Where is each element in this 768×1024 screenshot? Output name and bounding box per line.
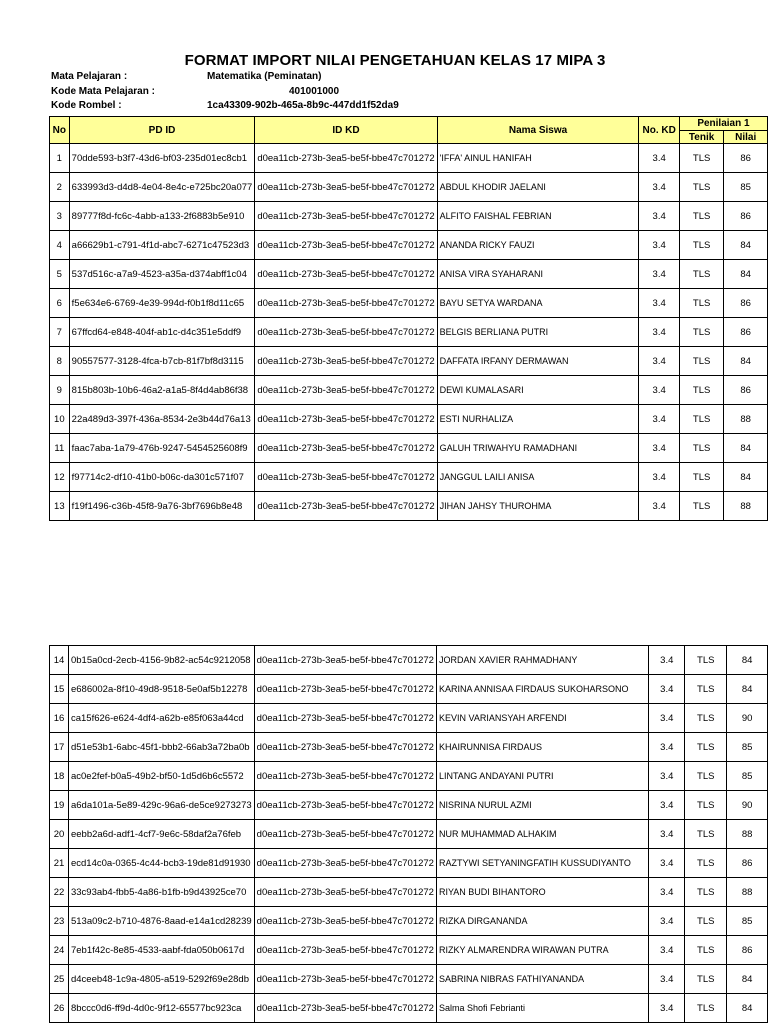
kode-rombel-label: Kode Rombel : bbox=[51, 100, 122, 111]
table-row bbox=[50, 202, 768, 231]
table-row bbox=[50, 347, 768, 376]
row-teknik: TLS bbox=[685, 733, 727, 762]
row-id-kd: d0ea11cb-273b-3ea5-be5f-bbe47c701272 bbox=[254, 965, 436, 994]
table-row bbox=[50, 675, 768, 704]
row-pd-id: 22a489d3-397f-436a-8534-2e3b44d76a13 bbox=[69, 405, 255, 434]
row-id-kd: d0ea11cb-273b-3ea5-be5f-bbe47c701272 bbox=[255, 173, 437, 202]
header-penilaian: Penilaian 1 bbox=[679, 117, 767, 131]
row-id-kd: d0ea11cb-273b-3ea5-be5f-bbe47c701272 bbox=[255, 347, 437, 376]
row-teknik: TLS bbox=[685, 994, 727, 1023]
row-no-kd: 3.4 bbox=[639, 289, 679, 318]
row-id-kd: d0ea11cb-273b-3ea5-be5f-bbe47c701272 bbox=[254, 733, 436, 762]
row-no-kd: 3.4 bbox=[639, 231, 679, 260]
row-nilai: 84 bbox=[727, 965, 768, 994]
mapel-value: Matematika (Peminatan) bbox=[207, 71, 322, 82]
kode-mapel-label: Kode Mata Pelajaran : bbox=[51, 86, 155, 97]
row-no: 6 bbox=[50, 289, 70, 318]
row-no: 24 bbox=[50, 936, 69, 965]
row-no-kd: 3.4 bbox=[649, 936, 685, 965]
row-nilai: 84 bbox=[724, 463, 768, 492]
row-nilai: 84 bbox=[724, 434, 768, 463]
mapel-label: Mata Pelajaran : bbox=[51, 71, 128, 82]
row-id-kd: d0ea11cb-273b-3ea5-be5f-bbe47c701272 bbox=[254, 907, 436, 936]
row-no: 1 bbox=[50, 144, 70, 173]
row-pd-id: f97714c2-df10-41b0-b06c-da301c571f07 bbox=[69, 463, 255, 492]
row-teknik: TLS bbox=[685, 704, 727, 733]
grades-table-top bbox=[49, 116, 768, 521]
row-teknik: TLS bbox=[685, 907, 727, 936]
header-nama-siswa: Nama Siswa bbox=[437, 117, 639, 144]
row-no: 25 bbox=[50, 965, 69, 994]
row-no: 7 bbox=[50, 318, 70, 347]
row-teknik: TLS bbox=[685, 791, 727, 820]
table-row bbox=[50, 318, 768, 347]
row-nilai: 84 bbox=[724, 260, 768, 289]
row-teknik: TLS bbox=[679, 144, 723, 173]
row-nama-siswa: RIZKY ALMARENDRA WIRAWAN PUTRA bbox=[436, 936, 648, 965]
row-id-kd: d0ea11cb-273b-3ea5-be5f-bbe47c701272 bbox=[254, 791, 436, 820]
row-no: 5 bbox=[50, 260, 70, 289]
header-nilai: Nilai bbox=[724, 131, 768, 144]
row-no: 17 bbox=[50, 733, 69, 762]
row-no-kd: 3.4 bbox=[639, 434, 679, 463]
row-nilai: 86 bbox=[724, 289, 768, 318]
row-id-kd: d0ea11cb-273b-3ea5-be5f-bbe47c701272 bbox=[255, 231, 437, 260]
row-teknik: TLS bbox=[685, 762, 727, 791]
row-nama-siswa: BAYU SETYA WARDANA bbox=[437, 289, 639, 318]
row-no-kd: 3.4 bbox=[649, 994, 685, 1023]
table-row bbox=[50, 492, 768, 521]
row-no-kd: 3.4 bbox=[649, 849, 685, 878]
row-teknik: TLS bbox=[685, 965, 727, 994]
row-no-kd: 3.4 bbox=[649, 907, 685, 936]
row-no-kd: 3.4 bbox=[649, 820, 685, 849]
table-row bbox=[50, 849, 768, 878]
row-nilai: 84 bbox=[724, 347, 768, 376]
row-teknik: TLS bbox=[685, 878, 727, 907]
row-pd-id: 815b803b-10b6-46a2-a1a5-8f4d4ab86f38 bbox=[69, 376, 255, 405]
row-nama-siswa: ANANDA RICKY FAUZI bbox=[437, 231, 639, 260]
table-row bbox=[50, 289, 768, 318]
row-teknik: TLS bbox=[679, 318, 723, 347]
row-nama-siswa: RAZTYWI SETYANINGFATIH KUSSUDIYANTO bbox=[436, 849, 648, 878]
row-id-kd: d0ea11cb-273b-3ea5-be5f-bbe47c701272 bbox=[255, 434, 437, 463]
row-no-kd: 3.4 bbox=[649, 646, 685, 675]
row-nilai: 85 bbox=[727, 733, 768, 762]
row-nilai: 86 bbox=[727, 936, 768, 965]
row-teknik: TLS bbox=[679, 173, 723, 202]
row-no: 22 bbox=[50, 878, 69, 907]
row-id-kd: d0ea11cb-273b-3ea5-be5f-bbe47c701272 bbox=[254, 878, 436, 907]
row-no-kd: 3.4 bbox=[649, 704, 685, 733]
row-nama-siswa: JANGGUL LAILI ANISA bbox=[437, 463, 639, 492]
row-pd-id: 0b15a0cd-2ecb-4156-9b82-ac54c9212058 bbox=[68, 646, 254, 675]
row-nilai: 85 bbox=[724, 173, 768, 202]
row-pd-id: a6da101a-5e89-429c-96a6-de5ce9273273 bbox=[68, 791, 254, 820]
row-no: 23 bbox=[50, 907, 69, 936]
row-teknik: TLS bbox=[685, 646, 727, 675]
row-nama-siswa: GALUH TRIWAHYU RAMADHANI bbox=[437, 434, 639, 463]
row-no-kd: 3.4 bbox=[639, 492, 679, 521]
row-teknik: TLS bbox=[679, 463, 723, 492]
row-id-kd: d0ea11cb-273b-3ea5-be5f-bbe47c701272 bbox=[255, 144, 437, 173]
row-no-kd: 3.4 bbox=[649, 733, 685, 762]
row-id-kd: d0ea11cb-273b-3ea5-be5f-bbe47c701272 bbox=[255, 463, 437, 492]
row-no-kd: 3.4 bbox=[649, 791, 685, 820]
row-nilai: 84 bbox=[727, 675, 768, 704]
row-nilai: 90 bbox=[727, 704, 768, 733]
table-row bbox=[50, 463, 768, 492]
table-row bbox=[50, 434, 768, 463]
table-row bbox=[50, 144, 768, 173]
page-title: FORMAT IMPORT NILAI PENGETAHUAN KELAS 17 MIPA 3 bbox=[184, 52, 606, 69]
row-nilai: 88 bbox=[724, 492, 768, 521]
table-row bbox=[50, 231, 768, 260]
row-nilai: 85 bbox=[727, 762, 768, 791]
row-teknik: TLS bbox=[679, 202, 723, 231]
row-no: 18 bbox=[50, 762, 69, 791]
row-nilai: 86 bbox=[724, 202, 768, 231]
header-teknik: Tenik bbox=[679, 131, 723, 144]
row-nilai: 90 bbox=[727, 791, 768, 820]
row-pd-id: ac0e2fef-b0a5-49b2-bf50-1d5d6b6c5572 bbox=[68, 762, 254, 791]
table-row bbox=[50, 936, 768, 965]
row-nama-siswa: ANISA VIRA SYAHARANI bbox=[437, 260, 639, 289]
row-id-kd: d0ea11cb-273b-3ea5-be5f-bbe47c701272 bbox=[254, 762, 436, 791]
row-no: 13 bbox=[50, 492, 70, 521]
row-no-kd: 3.4 bbox=[639, 144, 679, 173]
table-row bbox=[50, 376, 768, 405]
row-pd-id: eebb2a6d-adf1-4cf7-9e6c-58daf2a76feb bbox=[68, 820, 254, 849]
row-no: 4 bbox=[50, 231, 70, 260]
row-no-kd: 3.4 bbox=[639, 202, 679, 231]
row-pd-id: 633993d3-d4d8-4e04-8e4c-e725bc20a077 bbox=[69, 173, 255, 202]
row-id-kd: d0ea11cb-273b-3ea5-be5f-bbe47c701272 bbox=[255, 492, 437, 521]
row-id-kd: d0ea11cb-273b-3ea5-be5f-bbe47c701272 bbox=[255, 405, 437, 434]
row-nama-siswa: SABRINA NIBRAS FATHIYANANDA bbox=[436, 965, 648, 994]
row-no-kd: 3.4 bbox=[639, 260, 679, 289]
row-id-kd: d0ea11cb-273b-3ea5-be5f-bbe47c701272 bbox=[254, 994, 436, 1023]
row-no-kd: 3.4 bbox=[649, 762, 685, 791]
row-nama-siswa: DAFFATA IRFANY DERMAWAN bbox=[437, 347, 639, 376]
row-nama-siswa: ESTI NURHALIZA bbox=[437, 405, 639, 434]
row-pd-id: 90557577-3128-4fca-b7cb-81f7bf8d3115 bbox=[69, 347, 255, 376]
header-id-kd: ID KD bbox=[255, 117, 437, 144]
row-nama-siswa: LINTANG ANDAYANI PUTRI bbox=[436, 762, 648, 791]
header-no-kd: No. KD bbox=[639, 117, 679, 144]
row-nilai: 88 bbox=[724, 405, 768, 434]
row-pd-id: 70dde593-b3f7-43d6-bf03-235d01ec8cb1 bbox=[69, 144, 255, 173]
row-nama-siswa: RIYAN BUDI BIHANTORO bbox=[436, 878, 648, 907]
row-teknik: TLS bbox=[685, 936, 727, 965]
row-teknik: TLS bbox=[679, 405, 723, 434]
table-row bbox=[50, 820, 768, 849]
row-teknik: TLS bbox=[685, 820, 727, 849]
row-nama-siswa: 'IFFA' AINUL HANIFAH bbox=[437, 144, 639, 173]
table-row bbox=[50, 733, 768, 762]
row-nilai: 84 bbox=[727, 994, 768, 1023]
row-nama-siswa: ALFITO FAISHAL FEBRIAN bbox=[437, 202, 639, 231]
row-id-kd: d0ea11cb-273b-3ea5-be5f-bbe47c701272 bbox=[255, 376, 437, 405]
row-pd-id: 537d516c-a7a9-4523-a35a-d374abff1c04 bbox=[69, 260, 255, 289]
row-pd-id: ca15f626-e624-4df4-a62b-e85f063a44cd bbox=[68, 704, 254, 733]
row-nilai: 86 bbox=[727, 849, 768, 878]
row-no: 26 bbox=[50, 994, 69, 1023]
table-row bbox=[50, 878, 768, 907]
table-row bbox=[50, 704, 768, 733]
table-row bbox=[50, 260, 768, 289]
row-teknik: TLS bbox=[679, 231, 723, 260]
row-no-kd: 3.4 bbox=[639, 318, 679, 347]
row-nama-siswa: ABDUL KHODIR JAELANI bbox=[437, 173, 639, 202]
kode-mapel-value: 401001000 bbox=[289, 86, 340, 97]
row-no-kd: 3.4 bbox=[639, 376, 679, 405]
row-no: 8 bbox=[50, 347, 70, 376]
row-nama-siswa: RIZKA DIRGANANDA bbox=[436, 907, 648, 936]
row-pd-id: ecd14c0a-0365-4c44-bcb3-19de81d91930 bbox=[68, 849, 254, 878]
row-pd-id: f5e634e6-6769-4e39-994d-f0b1f8d11c65 bbox=[69, 289, 255, 318]
row-no-kd: 3.4 bbox=[639, 347, 679, 376]
row-nama-siswa: KHAIRUNNISA FIRDAUS bbox=[436, 733, 648, 762]
row-nilai: 88 bbox=[727, 820, 768, 849]
row-pd-id: d51e53b1-6abc-45f1-bbb2-66ab3a72ba0b bbox=[68, 733, 254, 762]
row-pd-id: 7eb1f42c-8e85-4533-aabf-fda050b0617d bbox=[68, 936, 254, 965]
row-teknik: TLS bbox=[679, 376, 723, 405]
row-nama-siswa: KARINA ANNISAA FIRDAUS SUKOHARSONO bbox=[436, 675, 648, 704]
table-row bbox=[50, 405, 768, 434]
table-row bbox=[50, 646, 768, 675]
row-id-kd: d0ea11cb-273b-3ea5-be5f-bbe47c701272 bbox=[254, 820, 436, 849]
table-row bbox=[50, 762, 768, 791]
row-teknik: TLS bbox=[685, 849, 727, 878]
row-teknik: TLS bbox=[679, 347, 723, 376]
row-pd-id: 513a09c2-b710-4876-8aad-e14a1cd28239 bbox=[68, 907, 254, 936]
row-nama-siswa: NUR MUHAMMAD ALHAKIM bbox=[436, 820, 648, 849]
row-pd-id: d4ceeb48-1c9a-4805-a519-5292f69e28db bbox=[68, 965, 254, 994]
row-no: 19 bbox=[50, 791, 69, 820]
row-pd-id: 67ffcd64-e848-404f-ab1c-d4c351e5ddf9 bbox=[69, 318, 255, 347]
row-nama-siswa: JORDAN XAVIER RAHMADHANY bbox=[436, 646, 648, 675]
row-no: 10 bbox=[50, 405, 70, 434]
table-row bbox=[50, 173, 768, 202]
row-id-kd: d0ea11cb-273b-3ea5-be5f-bbe47c701272 bbox=[254, 936, 436, 965]
row-id-kd: d0ea11cb-273b-3ea5-be5f-bbe47c701272 bbox=[255, 289, 437, 318]
row-nilai: 86 bbox=[724, 376, 768, 405]
row-no-kd: 3.4 bbox=[649, 675, 685, 704]
row-nama-siswa: KEVIN VARIANSYAH ARFENDI bbox=[436, 704, 648, 733]
row-nilai: 86 bbox=[724, 144, 768, 173]
row-nilai: 84 bbox=[724, 231, 768, 260]
row-nilai: 88 bbox=[727, 878, 768, 907]
row-pd-id: 8bccc0d6-ff9d-4d0c-9f12-65577bc923ca bbox=[68, 994, 254, 1023]
row-id-kd: d0ea11cb-273b-3ea5-be5f-bbe47c701272 bbox=[254, 849, 436, 878]
row-id-kd: d0ea11cb-273b-3ea5-be5f-bbe47c701272 bbox=[255, 318, 437, 347]
row-nilai: 86 bbox=[724, 318, 768, 347]
row-teknik: TLS bbox=[679, 260, 723, 289]
row-id-kd: d0ea11cb-273b-3ea5-be5f-bbe47c701272 bbox=[255, 202, 437, 231]
row-no-kd: 3.4 bbox=[639, 463, 679, 492]
row-id-kd: d0ea11cb-273b-3ea5-be5f-bbe47c701272 bbox=[254, 675, 436, 704]
row-teknik: TLS bbox=[685, 675, 727, 704]
row-nama-siswa: NISRINA NURUL AZMI bbox=[436, 791, 648, 820]
row-pd-id: 89777f8d-fc6c-4abb-a133-2f6883b5e910 bbox=[69, 202, 255, 231]
row-id-kd: d0ea11cb-273b-3ea5-be5f-bbe47c701272 bbox=[254, 646, 436, 675]
row-no: 21 bbox=[50, 849, 69, 878]
grades-table-bottom bbox=[49, 645, 768, 1023]
row-pd-id: faac7aba-1a79-476b-9247-5454525608f9 bbox=[69, 434, 255, 463]
row-nama-siswa: DEWI KUMALASARI bbox=[437, 376, 639, 405]
row-teknik: TLS bbox=[679, 492, 723, 521]
row-no: 2 bbox=[50, 173, 70, 202]
row-no-kd: 3.4 bbox=[649, 878, 685, 907]
row-no: 15 bbox=[50, 675, 69, 704]
row-teknik: TLS bbox=[679, 434, 723, 463]
header-no: No bbox=[50, 117, 70, 144]
table-row bbox=[50, 791, 768, 820]
table-row bbox=[50, 994, 768, 1023]
header-pd-id: PD ID bbox=[69, 117, 255, 144]
row-pd-id: f19f1496-c36b-45f8-9a76-3bf7696b8e48 bbox=[69, 492, 255, 521]
row-pd-id: a66629b1-c791-4f1d-abc7-6271c47523d3 bbox=[69, 231, 255, 260]
row-id-kd: d0ea11cb-273b-3ea5-be5f-bbe47c701272 bbox=[255, 260, 437, 289]
row-nilai: 85 bbox=[727, 907, 768, 936]
row-no: 9 bbox=[50, 376, 70, 405]
row-nama-siswa: Salma Shofi Febrianti bbox=[436, 994, 648, 1023]
row-no-kd: 3.4 bbox=[639, 173, 679, 202]
row-no-kd: 3.4 bbox=[649, 965, 685, 994]
table-row bbox=[50, 907, 768, 936]
row-no: 3 bbox=[50, 202, 70, 231]
row-no: 20 bbox=[50, 820, 69, 849]
row-no: 14 bbox=[50, 646, 69, 675]
row-no: 16 bbox=[50, 704, 69, 733]
row-nama-siswa: JIHAN JAHSY THUROHMA bbox=[437, 492, 639, 521]
row-no: 11 bbox=[50, 434, 70, 463]
row-nama-siswa: BELGIS BERLIANA PUTRI bbox=[437, 318, 639, 347]
row-nilai: 84 bbox=[727, 646, 768, 675]
row-pd-id: e686002a-8f10-49d8-9518-5e0af5b12278 bbox=[68, 675, 254, 704]
row-no-kd: 3.4 bbox=[639, 405, 679, 434]
row-teknik: TLS bbox=[679, 289, 723, 318]
row-pd-id: 33c93ab4-fbb5-4a86-b1fb-b9d43925ce70 bbox=[68, 878, 254, 907]
row-no: 12 bbox=[50, 463, 70, 492]
kode-rombel-value: 1ca43309-902b-465a-8b9c-447dd1f52da9 bbox=[207, 100, 399, 111]
row-id-kd: d0ea11cb-273b-3ea5-be5f-bbe47c701272 bbox=[254, 704, 436, 733]
table-row bbox=[50, 965, 768, 994]
